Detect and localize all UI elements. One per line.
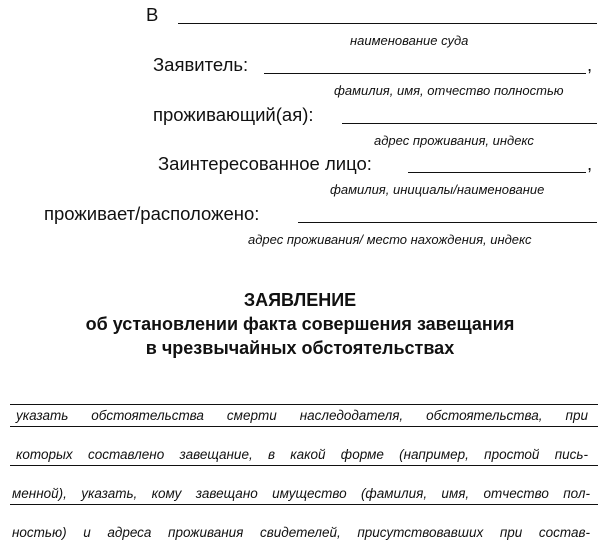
applicant-label: Заявитель: <box>153 54 249 75</box>
body-field-line[interactable] <box>10 449 598 466</box>
court-hint: наименование суда <box>350 33 469 48</box>
court-prefix: В <box>146 4 159 25</box>
body-field-line[interactable] <box>10 410 598 427</box>
applicant-field-line[interactable] <box>264 54 586 74</box>
body-hint-line: указать обстоятельства смерти наследодателя, обстоятельства, при <box>16 408 588 423</box>
interested-party-label: Заинтересованное лицо: <box>158 153 372 174</box>
residing-label: проживающий(ая): <box>153 104 314 125</box>
body-hint-line: менной), указать, кому завещано имущество (фамилия, имя, отчество пол- <box>12 486 590 501</box>
document-subtitle-line1: об установлении факта совершения завещания <box>85 314 515 334</box>
body-field-line[interactable] <box>10 488 598 505</box>
location-field-line[interactable] <box>298 203 597 223</box>
residing-hint: адрес проживания, индекс <box>374 133 534 148</box>
interested-party-hint: фамилия, инициалы/наименование <box>330 182 545 197</box>
body-hint-line: ностью) и адреса проживания свидетелей, присутствовавших при состав- <box>12 525 590 540</box>
applicant-comma: , <box>587 54 593 75</box>
document-title: ЗАЯВЛЕНИЕ <box>243 290 357 310</box>
residing-field-line[interactable] <box>342 104 597 124</box>
body-hint-line: которых составлено завещание, в какой форме (например, простой пись- <box>16 447 588 462</box>
document-subtitle-line2: в чрезвычайных обстоятельствах <box>145 338 455 358</box>
applicant-hint: фамилия, имя, отчество полностью <box>334 83 564 98</box>
interested-party-field-line[interactable] <box>408 153 586 173</box>
location-hint: адрес проживания/ место нахождения, индекс <box>248 232 532 247</box>
body-field-line[interactable] <box>10 384 598 405</box>
interested-party-comma: , <box>587 153 593 174</box>
location-label: проживает/расположено: <box>44 203 260 224</box>
court-field-line[interactable] <box>178 4 597 24</box>
